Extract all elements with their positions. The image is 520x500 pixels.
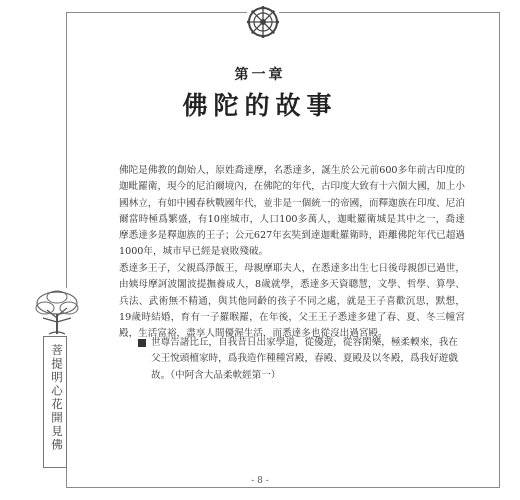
square-bullet-icon [138, 339, 146, 347]
chapter-title: 佛陀的故事 [182, 91, 338, 120]
dharma-wheel-icon [247, 6, 279, 38]
page-number-text: - 8 - [247, 476, 273, 486]
page-number [0, 476, 520, 486]
bodhi-tree-icon [29, 288, 85, 336]
chapter-number: 第一章 [234, 67, 286, 83]
body-paragraph: 佛陀是佛教的創始人，原姓喬達摩，名悉達多，誕生於公元前600多年前古印度的迦毗羅衛，現今的尼泊爾境內，在佛陀的年代，古印度大致有十六個大國，加上小國林立，有如中國春秋戰國年代，並非是一個統一的帝國，而釋迦族在印度、尼泊爾當時極爲繁盛，有10座城市，人口100多萬人，迦毗羅衛城是其中之一，喬達摩悉達多是釋迦族的王子；公元627年玄奘到達迦毗羅衛時，距離佛陀年代已超過1000年，城市早已經是衰敗殘破。 [119, 165, 465, 258]
sutra-quote [151, 335, 465, 384]
sutra-quote-text: 世尊告諸比丘，自我昔日出家學道，從優遊，從容閑樂，極柔輭來，我在父王悅頭檀家時，爲我造作種種宮殿，春殿、夏殿及以冬殿，爲我好遊戲故。（中阿含大品柔軟經第一） [151, 337, 458, 381]
body-paragraph: 悉達多王子，父親爲淨飯王，母親摩耶夫人，在悉達多出生七日後母親卽已過世，由姨母摩訶波闍波提撫養成人，8歲就學，悉達多天資聰慧，文學、哲學、算學、兵法、武術無不精通，與其他同齡的孩子不同之處，就是王子喜歡沉思，默想，19歲時結婚，育有一子羅睺羅，在年後，父王王子悉達多建了春、夏、冬三幢宮殿，生活富裕，盡享人間優渥生活，而悉達多也從沒出過宮殿。 [119, 263, 465, 340]
side-label-text: 菩提明心花開見佛 [50, 344, 64, 452]
side-label [43, 336, 67, 468]
